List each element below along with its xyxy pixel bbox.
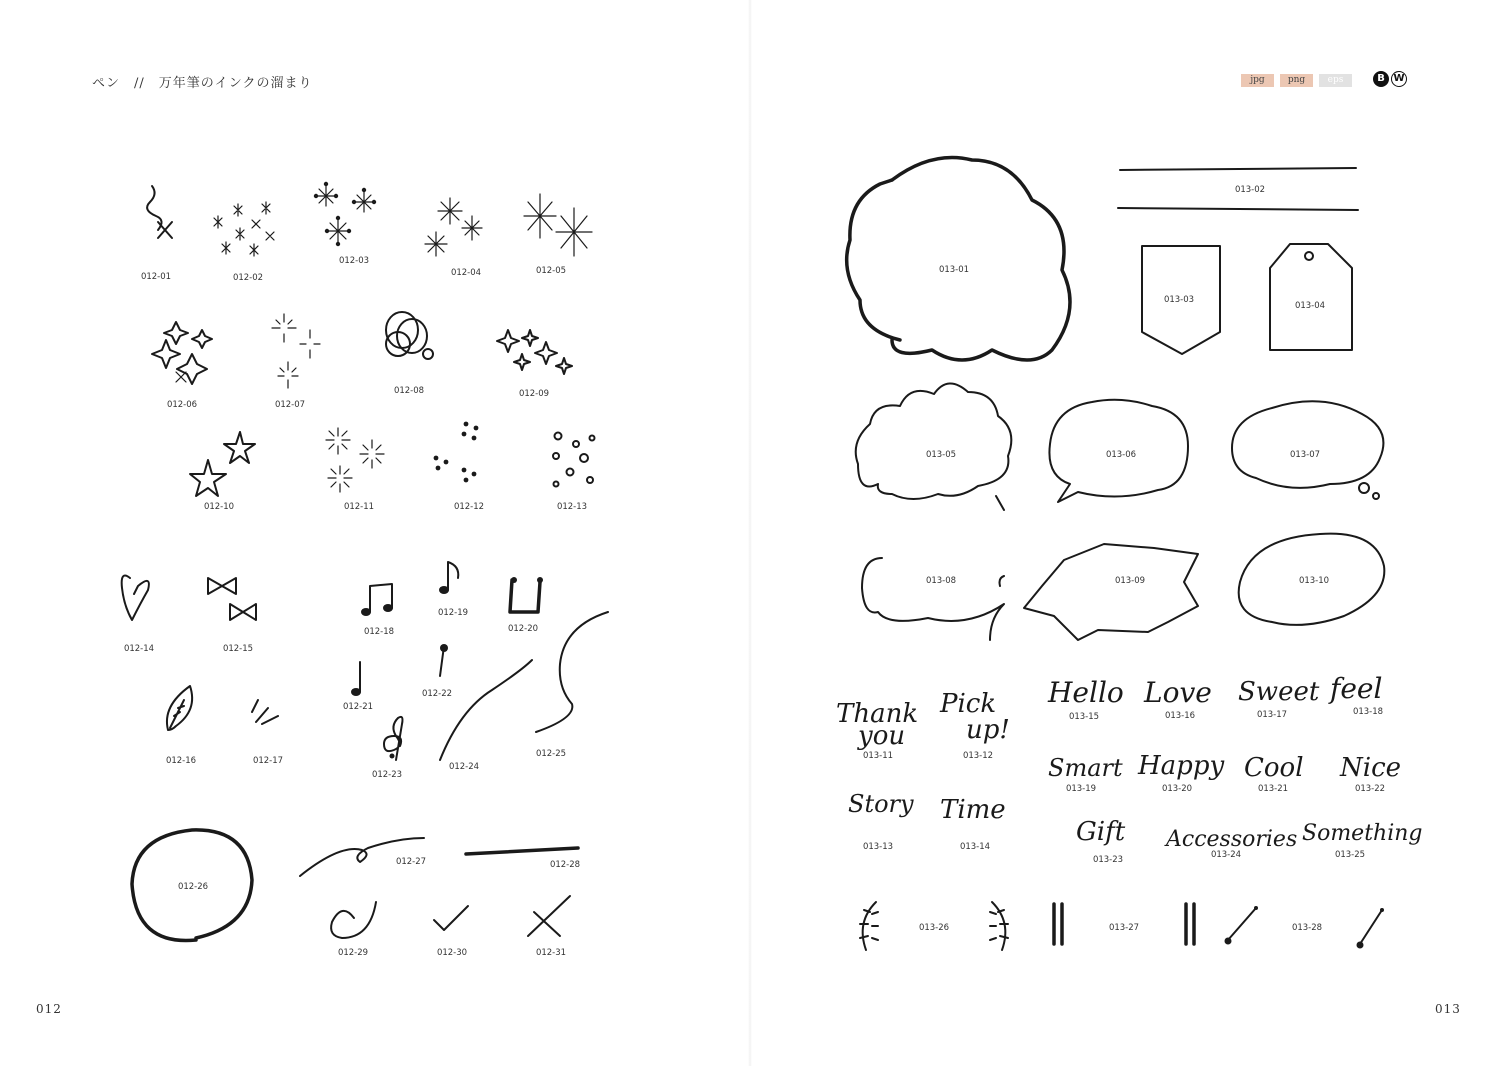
item-label: 013-03 [1163,295,1195,305]
illustration-012-06 [152,322,212,384]
item-label: 013-14 [959,842,991,852]
item-label: 013-27 [1108,923,1140,933]
illustration-012-17 [252,700,278,724]
item-label: 012-24 [448,762,480,772]
illustration-012-15 [208,578,256,620]
item-label: 012-19 [437,608,469,618]
item-label: 013-19 [1065,784,1097,794]
illustration-012-30 [434,906,468,930]
item-label: 012-06 [166,400,198,410]
white-mode-badge: W [1391,71,1407,87]
word-gift: Gift [1076,817,1126,847]
illustration-012-25 [536,612,608,732]
item-label: 013-22 [1354,784,1386,794]
illustration-013-09 [1024,544,1198,640]
illustration-012-14 [122,576,149,620]
item-label: 013-23 [1092,855,1124,865]
item-label: 012-17 [252,756,284,766]
illustration-012-16 [167,686,192,730]
word-accessories: Accessories [1166,827,1298,852]
illustration-012-13 [553,433,595,487]
item-label: 012-11 [343,502,375,512]
item-label: 012-08 [393,386,425,396]
format-eps-badge: eps [1319,74,1352,87]
word-time: Time [940,795,1006,825]
word-cool: Cool [1244,753,1304,783]
item-label: 013-09 [1114,576,1146,586]
item-label: 012-21 [342,702,374,712]
item-label: 012-23 [371,770,403,780]
illustration-013-08 [862,558,1004,640]
illustration-012-04 [425,198,482,256]
item-label: 012-02 [232,273,264,283]
format-jpg-badge: jpg [1241,74,1274,87]
item-label: 013-01 [938,265,970,275]
item-label: 013-10 [1298,576,1330,586]
item-label: 013-20 [1161,784,1193,794]
illustration-012-31 [528,896,570,936]
illustration-013-01 [847,158,1070,361]
illustration-012-01 [147,186,172,238]
item-label: 013-15 [1068,712,1100,722]
item-label: 013-21 [1257,784,1289,794]
item-label: 013-08 [925,576,957,586]
hand-lettering-words [836,672,1423,852]
item-label: 012-10 [203,502,235,512]
item-label: 013-04 [1294,301,1326,311]
item-label: 012-03 [338,256,370,266]
item-label: 013-18 [1352,707,1384,717]
item-label: 012-29 [337,948,369,958]
illustration-012-21 [351,662,361,696]
black-mode-badge: B [1373,71,1389,87]
item-label: 012-22 [421,689,453,699]
illustration-012-09 [497,330,572,374]
item-label: 012-16 [165,756,197,766]
word-story: Story [848,790,914,818]
illustration-012-24 [440,660,532,760]
illustration-012-05 [524,194,592,256]
illustration-012-23 [384,717,403,760]
item-label: 013-11 [862,751,894,761]
item-label: 013-12 [962,751,994,761]
illustration-012-12 [434,422,479,483]
word-smart: Smart [1048,754,1123,782]
illustration-012-03 [314,182,376,246]
item-label: 012-25 [535,749,567,759]
word-you: you [858,721,906,751]
item-label: 013-25 [1334,850,1366,860]
word-hello: Hello [1048,676,1124,709]
word-love: Love [1144,676,1212,709]
item-label: 012-09 [518,389,550,399]
item-label: 013-24 [1210,850,1242,860]
illustration-012-02 [214,202,274,256]
item-label: 013-02 [1234,185,1266,195]
right-page-number: 013 [1435,1002,1461,1016]
item-label: 013-26 [918,923,950,933]
word-up: up! [966,715,1010,745]
word-pick: Pick [940,689,997,719]
word-sweet: Sweet [1238,677,1320,707]
illustration-012-22 [440,644,448,676]
item-label: 012-05 [535,266,567,276]
word-happy: Happy [1138,751,1225,781]
item-label: 012-28 [549,860,581,870]
item-label: 012-15 [222,644,254,654]
item-label: 013-06 [1105,450,1137,460]
item-label: 012-18 [363,627,395,637]
illustration-013-04 [1270,244,1352,350]
item-label: 013-13 [862,842,894,852]
item-label: 012-14 [123,644,155,654]
item-label: 012-04 [450,268,482,278]
item-label: 012-01 [140,272,172,282]
word-something: Something [1302,821,1423,846]
illustration-012-08 [386,312,433,359]
item-label: 012-26 [177,882,209,892]
item-label: 013-28 [1291,923,1323,933]
item-label: 013-17 [1256,710,1288,720]
illustration-012-20 [510,577,543,612]
illustration-012-28 [466,848,578,854]
illustration-013-05 [856,383,1012,510]
word-nice: Nice [1340,753,1402,783]
format-png-badge: png [1280,74,1313,87]
item-label: 013-05 [925,450,957,460]
illustration-012-29 [331,902,376,938]
item-label: 013-16 [1164,711,1196,721]
item-label: 012-27 [395,857,427,867]
item-label: 012-31 [535,948,567,958]
word-feel: feel [1330,672,1383,705]
item-label: 012-07 [274,400,306,410]
item-label: 012-30 [436,948,468,958]
item-label: 013-07 [1289,450,1321,460]
illustration-012-11 [326,428,384,492]
illustration-012-19 [439,562,458,594]
left-page-number: 012 [36,1002,62,1016]
word-thank: Thank [836,699,919,729]
illustration-012-10 [190,432,255,496]
page-title: ペン // 万年筆のインクの溜まり [92,76,313,91]
item-label: 012-12 [453,502,485,512]
illustration-012-18 [361,584,393,616]
item-label: 012-20 [507,624,539,634]
illustration-012-07 [272,314,320,388]
item-label: 012-13 [556,502,588,512]
